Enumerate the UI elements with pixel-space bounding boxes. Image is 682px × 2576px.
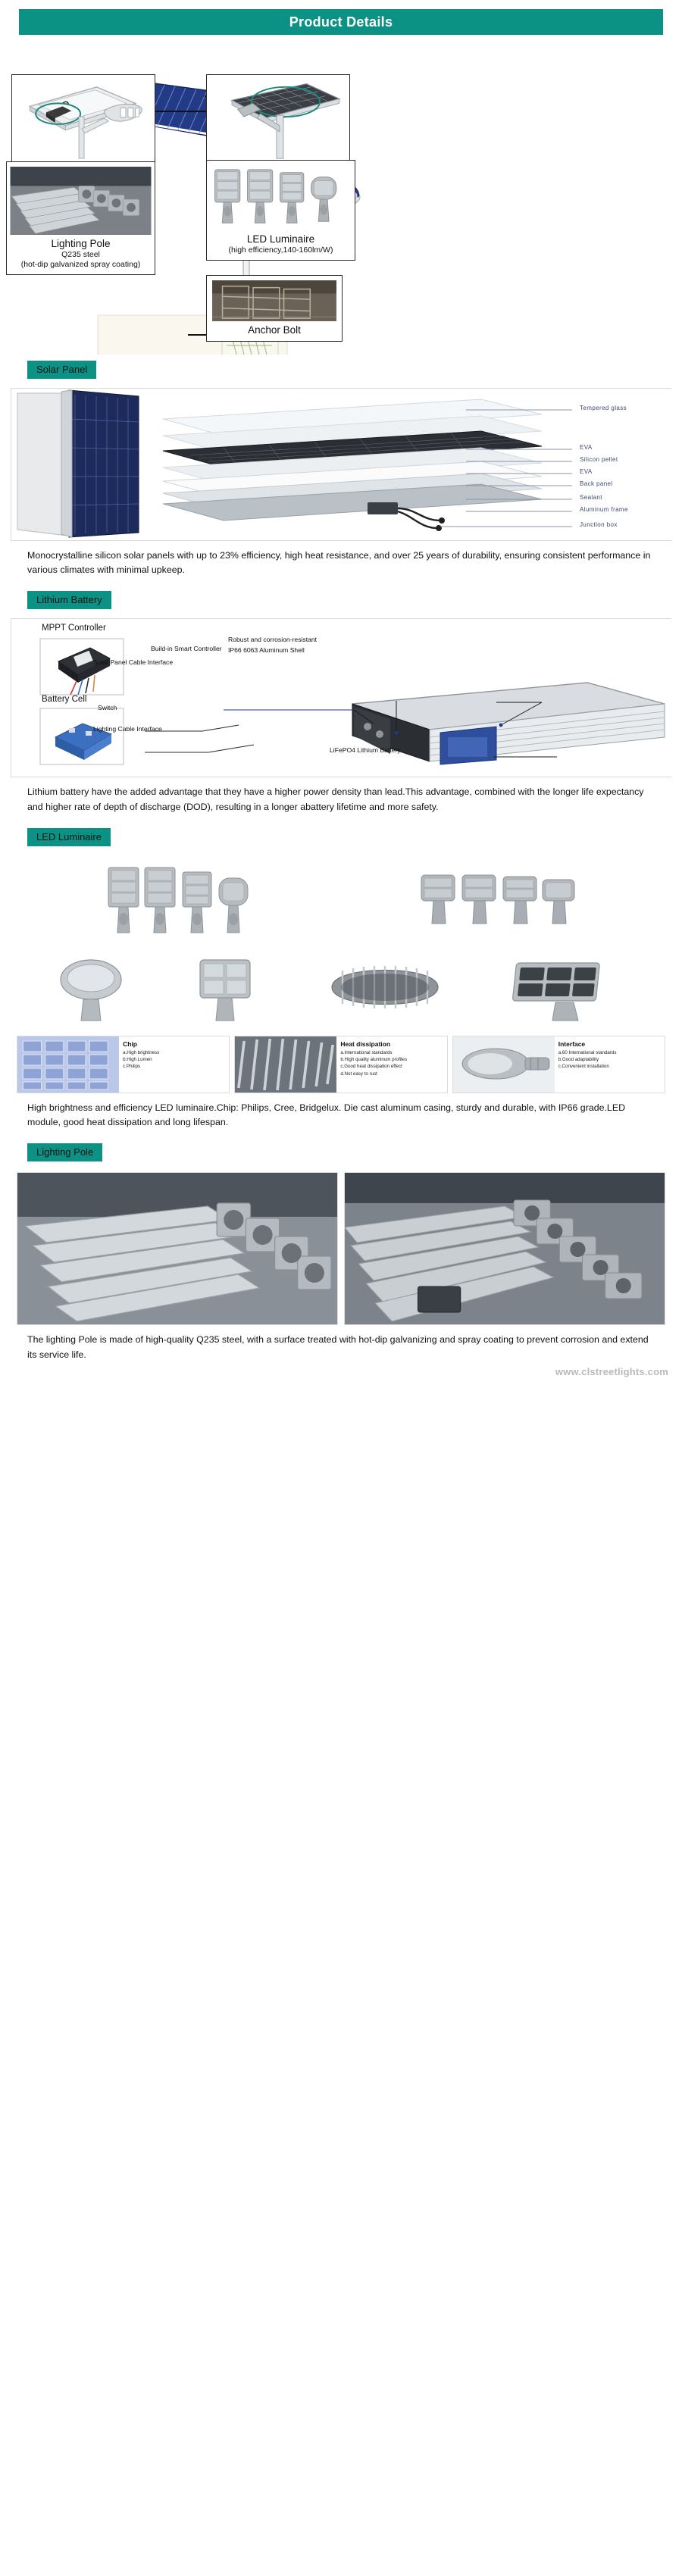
battery-label-lighting-cable-interface: Lighting Cable Interface xyxy=(93,725,162,733)
interface-image xyxy=(453,1036,555,1093)
hero-diagram xyxy=(0,44,682,347)
feature-item: d.Not easy to rust xyxy=(340,1071,377,1077)
battery-label-shell-line2: IP66 6063 Aluminum Shell xyxy=(228,646,305,655)
callout-subtitle: (high efficiency,140-160lm/W) xyxy=(228,245,333,255)
battery-label-lifepo4: LiFePO4 Lithium Battery xyxy=(330,746,401,755)
feature-item: a.High brightness xyxy=(123,1049,160,1055)
product-details-banner xyxy=(19,9,663,35)
battery-label-shell-line1: Robust and corrosion-resistant xyxy=(228,636,318,644)
led-gallery-row-2 xyxy=(17,949,665,1030)
led-feature-cards xyxy=(17,1036,665,1093)
lithium-battery-description: Lithium battery have the added advantage that they have a higher power density than lead.This advantage, combined with the longer life expectancy and higher rate of depth of discharge (DOD), resulting in a longer abattery lifetime and more safety. xyxy=(27,786,644,812)
section-header-led-luminaire: LED Luminaire xyxy=(27,828,111,846)
layer-label-silicon-pellet: Silicon pellet xyxy=(580,456,618,463)
heatsink-fins-svg xyxy=(235,1036,336,1093)
feature-title: Chip xyxy=(123,1039,137,1048)
anchor-bolt-photo xyxy=(210,280,339,321)
page-title: Product Details xyxy=(289,14,393,30)
feature-title: Heat dissipation xyxy=(340,1039,391,1048)
layer-label-junction-box: Junction box xyxy=(580,521,618,528)
lithium-battery-diagram xyxy=(11,618,671,777)
interface-feature-text xyxy=(555,1036,665,1093)
feature-item: c.Philips xyxy=(123,1064,141,1070)
solar-panel-layers-svg xyxy=(11,389,672,540)
led-fixture-group-grey xyxy=(105,861,257,943)
callout-title: LED Luminaire xyxy=(246,233,315,245)
lighting-pole-description: The lighting Pole is made of high-quality Q235 steel, with a surface treated with hot-dip galvanizing and spray coating to prevent corrosion and extend its service life. xyxy=(27,1334,649,1360)
pole-bundle-photo-svg xyxy=(345,1173,665,1324)
chip-image xyxy=(17,1036,119,1093)
luminaire-interface-svg xyxy=(453,1036,555,1093)
led-luminaire-gallery xyxy=(17,855,665,1030)
led-fixture-finned-module xyxy=(324,952,446,1022)
callout-title: Lighting Pole xyxy=(51,238,111,249)
feature-title: Interface xyxy=(558,1039,586,1048)
layer-label-sealant: Sealant xyxy=(580,494,602,501)
pole-photo-right xyxy=(344,1172,665,1325)
battery-label-mppt-controller: MPPT Controller xyxy=(42,624,106,633)
feature-card-interface xyxy=(452,1036,665,1093)
battery-label-battery-cell: Battery Cell xyxy=(42,695,87,705)
callout-subtitle-2: (hot-dip galvanized spray coating) xyxy=(20,259,141,269)
feature-item: a.60 International standards xyxy=(558,1049,617,1055)
layer-label-tempered-glass: Tempered glass xyxy=(580,405,627,411)
callout-led-luminaire xyxy=(206,160,355,261)
led-luminaire-product-image xyxy=(210,165,352,230)
section-header-lighting-pole: Lighting Pole xyxy=(27,1143,102,1161)
callout-anchor-bolt xyxy=(206,275,343,342)
feature-card-chip xyxy=(17,1036,230,1093)
layer-label-aluminum-frame: Aluminum frame xyxy=(580,506,628,513)
feature-item: a.International standards xyxy=(340,1049,393,1055)
lighting-pole-photo xyxy=(10,167,152,235)
pole-photo-left xyxy=(17,1172,338,1325)
feature-item: b.High quality aluminum profiles xyxy=(340,1057,408,1063)
battery-label-solar-panel-cable-interface: Solar Panel Cable Interface xyxy=(93,658,174,667)
heat-dissipation-image xyxy=(235,1036,336,1093)
battery-product-image xyxy=(15,80,152,161)
feature-item: c.Convenient installation xyxy=(558,1064,609,1070)
feature-card-heat-dissipation xyxy=(234,1036,447,1093)
led-fixture-oval xyxy=(57,952,125,1022)
led-fixture-rect-module xyxy=(191,952,259,1022)
layer-label-eva-top: EVA xyxy=(580,444,593,451)
pole-stack-photo-svg xyxy=(17,1173,337,1324)
section-header-solar-panel: Solar Panel xyxy=(27,361,96,379)
battery-label-switch: Switch xyxy=(98,704,117,712)
led-gallery-row-1 xyxy=(17,855,665,949)
site-watermark: www.clstreetlights.com xyxy=(555,1365,668,1377)
callout-subtitle: Q235 steel xyxy=(61,249,100,259)
solar-panel-product-image xyxy=(210,80,346,161)
solar-panel-diagram xyxy=(11,388,671,541)
led-luminaire-description: High brightness and efficiency LED luminaire.Chip: Philips, Cree, Bridgelux. Die cast aluminum casing, sturdy and durable, with IP66 grade.LED module, good heat dissipation and long lifespan. xyxy=(27,1102,626,1128)
callout-lighting-pole xyxy=(6,161,155,275)
layer-label-back-panel: Back panel xyxy=(580,480,613,487)
chip-feature-text xyxy=(119,1036,229,1093)
led-fixture-module-array xyxy=(512,952,625,1022)
heat-dissipation-feature-text xyxy=(336,1036,446,1093)
solar-panel-description: Monocrystalline silicon solar panels with up to 23% efficiency, high heat resistance, and over 25 years of durability, ensuring consistent performance in various climates with minimal upkeep. xyxy=(27,550,651,576)
feature-item: c.Good heat dissipation effect xyxy=(340,1064,402,1070)
callout-title: Anchor Bolt xyxy=(248,324,301,336)
feature-item: b.Good adaptability xyxy=(558,1057,599,1063)
section-header-lithium-battery: Lithium Battery xyxy=(27,591,111,609)
lighting-pole-gallery xyxy=(17,1172,665,1325)
battery-label-smart-controller: Build-in Smart Controller xyxy=(151,645,222,653)
led-fixture-group-slim xyxy=(418,861,577,943)
layer-label-eva-bottom: EVA xyxy=(580,468,593,475)
led-chip-array-svg xyxy=(17,1036,119,1093)
feature-item: b.High Lumen xyxy=(123,1057,152,1063)
